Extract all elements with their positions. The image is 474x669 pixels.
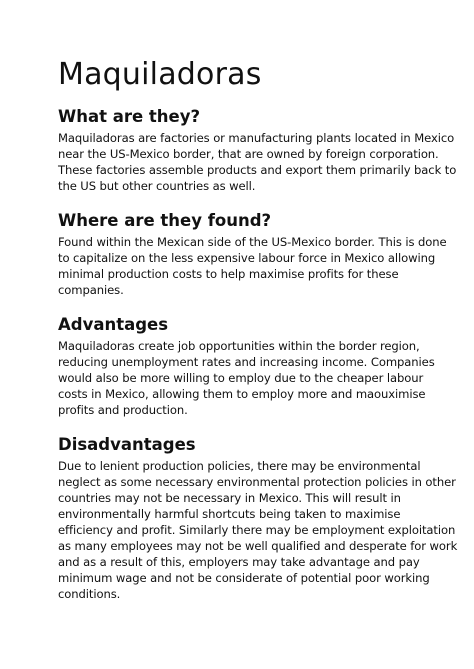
- text-line: as many employees may not be well qualified and desperate for work: [58, 539, 458, 553]
- text-line: reducing unemployment rates and increasing income. Companies: [58, 355, 435, 369]
- text-line: to capitalize on the less expensive labour force in Mexico allowing: [58, 251, 436, 265]
- text-line: environmentally harmful shortcuts being taken to maximise: [58, 507, 401, 521]
- section-what-are-they: [58, 106, 457, 194]
- section-body: [58, 338, 434, 418]
- section-disadvantages: [58, 434, 458, 602]
- text-line: costs in Mexico, allowing them to employ more and maouximise: [58, 387, 426, 401]
- text-line: and as a result of this, employers may take advantage and pay: [58, 555, 420, 569]
- text-line: minimum wage and not be considerate of potential poor working: [58, 571, 430, 585]
- text-line: the US but other countries as well.: [58, 179, 256, 193]
- text-line: Maquiladoras create job opportunities within the border region,: [58, 339, 420, 353]
- text-line: These factories assemble products and export them primarily back to: [58, 163, 457, 177]
- text-line: minimal production costs to help maximise profits for these: [58, 267, 399, 281]
- section-body: [58, 130, 457, 194]
- text-line: conditions.: [58, 587, 121, 601]
- section-heading: Advantages: [58, 315, 169, 334]
- text-line: companies.: [58, 283, 124, 297]
- section-where-found: [58, 210, 447, 298]
- text-line: near the US-Mexico border, that are owned by foreign corporation.: [58, 147, 439, 161]
- text-line: Due to lenient production policies, there may be environmental: [58, 459, 421, 473]
- text-line: countries may not be necessary in Mexico. This will result in: [58, 491, 401, 505]
- text-line: profits and production.: [58, 403, 188, 417]
- text-line: would also be more willing to employ due to the cheaper labour: [58, 371, 424, 385]
- section-advantages: [58, 314, 434, 418]
- text-line: Found within the Mexican side of the US-Mexico border. This is done: [58, 235, 447, 249]
- section-heading: Disadvantages: [58, 435, 196, 454]
- text-line: neglect as some necessary environmental protection policies in other: [58, 475, 456, 489]
- text-line: Maquiladoras are factories or manufacturing plants located in Mexico: [58, 131, 455, 145]
- section-heading: What are they?: [58, 107, 201, 126]
- section-heading: Where are they found?: [58, 211, 272, 230]
- text-line: efficiency and profit. Similarly there may be employment exploitation: [58, 523, 456, 537]
- section-body: [58, 234, 447, 298]
- section-body: [58, 458, 458, 602]
- document-title: Maquiladoras: [58, 57, 262, 92]
